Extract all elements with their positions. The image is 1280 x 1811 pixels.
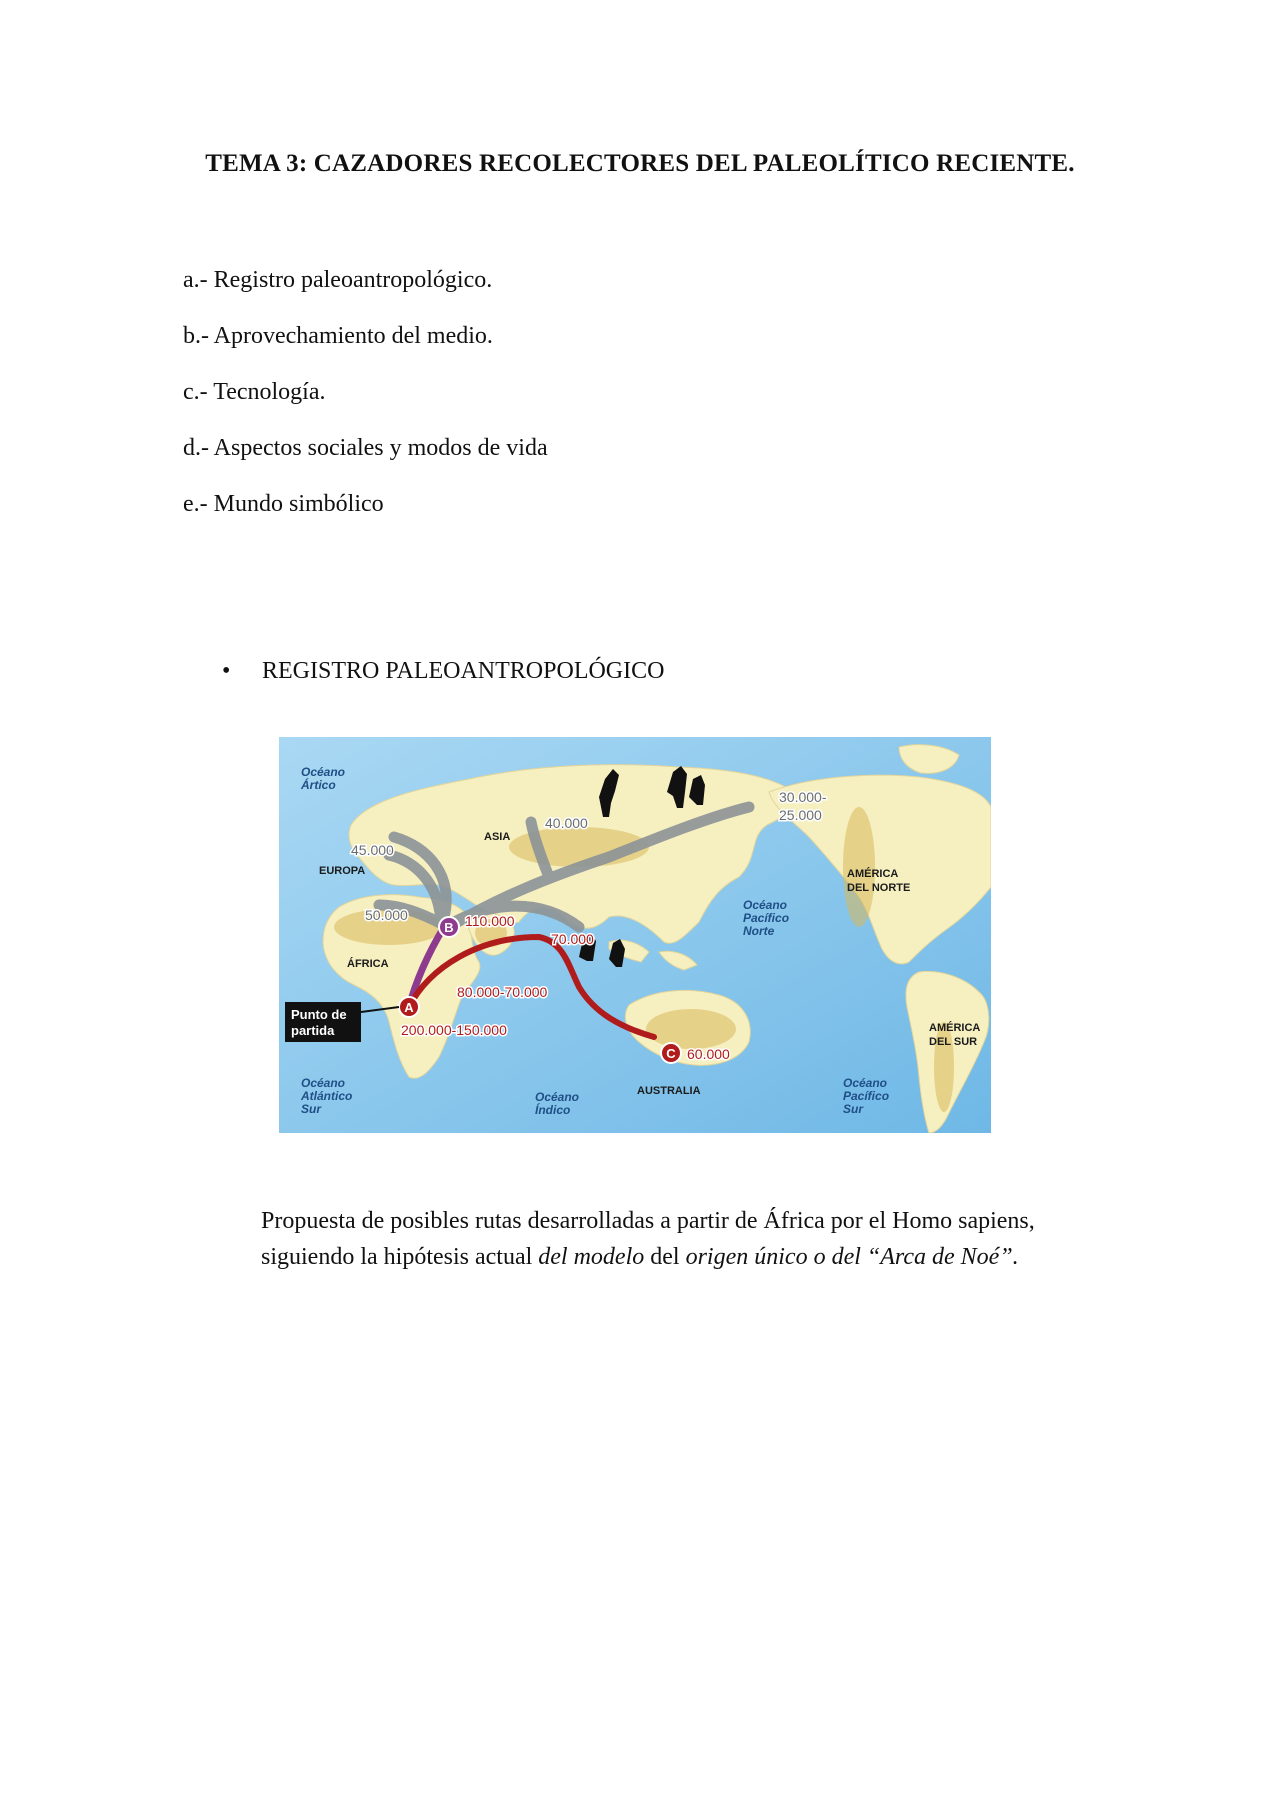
label-pacific-north-1: Océano: [743, 898, 788, 912]
label-atlantic-south-2: Atlántico: [301, 1089, 353, 1103]
label-north-america-2: DEL NORTE: [847, 882, 911, 894]
svg-text:A: A: [404, 1000, 414, 1015]
label-arctic-2: Ártico: [301, 778, 336, 792]
page-title: TEMA 3: CAZADORES RECOLECTORES DEL PALEOLÍTICO RECIENTE.: [205, 150, 1075, 177]
label-pacific-south-1: Océano: [843, 1076, 888, 1090]
label-south-america-1: AMÉRICA: [929, 1022, 981, 1034]
label-atlantic-south-1: Océano: [301, 1076, 346, 1090]
label-asia: ASIA: [484, 831, 511, 843]
date-40000: 40.000: [545, 815, 588, 831]
label-pacific-south-2: Pacífico: [843, 1089, 890, 1103]
toc-item-d: d.- Aspectos sociales y modos de vida: [183, 435, 548, 461]
svg-text:C: C: [666, 1046, 676, 1061]
caption-text-c: del: [644, 1244, 686, 1270]
arid-na-west: [843, 807, 875, 927]
map-caption: [261, 1203, 1131, 1275]
date-60000: 60.000: [687, 1046, 730, 1062]
bullet-glyph: •: [222, 658, 231, 684]
svg-text:Punto de: Punto de: [291, 1007, 347, 1022]
date-45000: 45.000: [351, 842, 394, 858]
toc-item-a: a.- Registro paleoantropológico.: [183, 267, 493, 293]
caption-italic-model: del modelo: [538, 1244, 645, 1270]
label-south-america-2: DEL SUR: [929, 1036, 978, 1048]
caption-period: .: [1012, 1244, 1019, 1270]
section-heading: [222, 653, 664, 689]
arid-australia: [646, 1009, 736, 1049]
label-pacific-north-3: Norte: [743, 924, 775, 938]
label-africa: ÁFRICA: [347, 958, 389, 970]
date-50000: 50.000: [365, 907, 408, 923]
toc-item-e: e.- Mundo simbólico: [183, 491, 384, 517]
caption-italic-origin: origen único o del “Arca de Noé”: [685, 1244, 1013, 1270]
marker-b: [439, 917, 459, 937]
caption-line-2: [261, 1239, 1131, 1275]
svg-text:partida: partida: [291, 1023, 335, 1038]
label-indian-1: Océano: [535, 1090, 580, 1104]
marker-c: [661, 1043, 681, 1063]
date-25000: 25.000: [779, 807, 822, 823]
date-110000: 110.000: [465, 913, 515, 929]
table-of-contents: [183, 262, 548, 542]
label-north-america-1: AMÉRICA: [847, 868, 899, 880]
toc-item-c: c.- Tecnología.: [183, 379, 326, 405]
label-australia: AUSTRALIA: [637, 1085, 701, 1097]
label-atlantic-south-3: Sur: [301, 1102, 322, 1116]
label-indian-2: Índico: [535, 1103, 571, 1117]
date-80000: 80.000-70.000: [457, 984, 548, 1000]
migration-map: [279, 737, 991, 1133]
marker-a: [399, 997, 419, 1017]
label-arctic-1: Océano: [301, 765, 346, 779]
label-europe: EUROPA: [319, 865, 366, 877]
label-pacific-south-3: Sur: [843, 1102, 864, 1116]
date-70000: 70.000: [551, 931, 594, 947]
caption-line-1: Propuesta de posibles rutas desarrolladas a partir de África por el Homo sapiens,: [261, 1208, 1035, 1234]
svg-text:B: B: [444, 920, 454, 935]
caption-text-a: siguiendo la hipótesis actual: [261, 1244, 539, 1270]
label-pacific-north-2: Pacífico: [743, 911, 790, 925]
section-heading-text: REGISTRO PALEOANTROPOLÓGICO: [262, 658, 665, 684]
migration-map-svg: [279, 737, 991, 1133]
toc-item-b: b.- Aprovechamiento del medio.: [183, 323, 493, 349]
date-200000: 200.000-150.000: [401, 1022, 507, 1038]
date-30000: 30.000-: [779, 789, 827, 805]
